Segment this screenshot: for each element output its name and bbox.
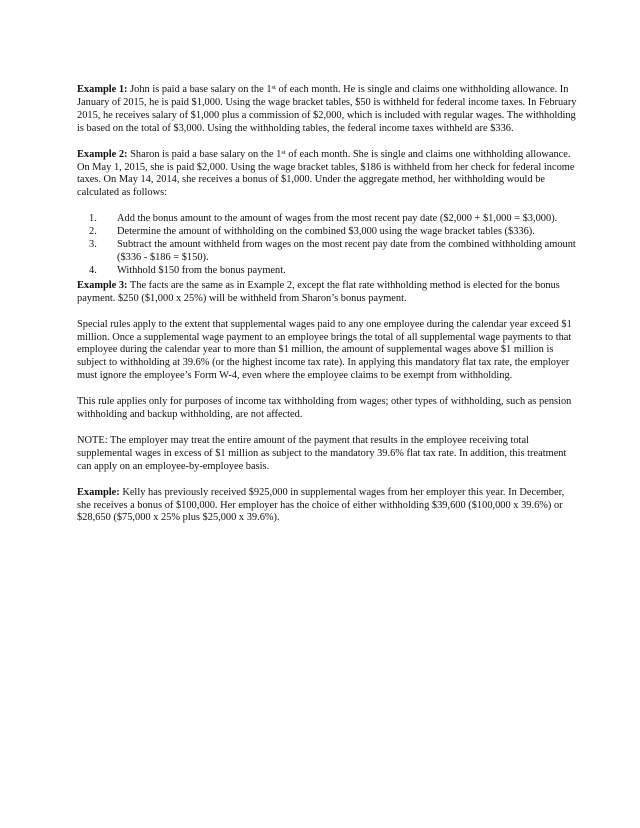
example-2-text-b: of each month. She is single and claims one withholding allowance. On May 1, 2015, she is paid $2,000. Using the wage bracket tables, $186 is withheld from her check for federal income taxes. On May 14, 2014, she receives a bonus of $1,000. Under the aggregate method, her withholding would be calculated as follows:: [77, 148, 575, 199]
example-1-text-a: John is paid a base salary on the 1: [127, 84, 272, 95]
example-kelly-label: Example:: [77, 486, 120, 498]
special-rules-paragraph: Special rules apply to the extent that supplemental wages paid to any one employee during the calendar year exceed $1 million. Once a supplemental wage payment to an employee brings the total of all supplemental wage payments to that employee during the calendar year to more than $1 million, the amount of supplemental wages above $1 million is subject to withholding at 39.6% (or the highest income tax rate). In applying this mandatory flat tax rate, the employer must ignore the employee’s Form W-4, even where the employee claims to be exempt from withholding.: [77, 318, 572, 382]
aggregate-steps-list: [77, 213, 577, 278]
example-kelly-text: Kelly has previously received $925,000 in supplemental wages from her employer this year. In December, she receives a bonus of $100,000. Her employer has the choice of either withholding $39,600 ($100,000 x 39.6%) or $28,650 ($75,000 x 25% plus $25,000 x 39.6%).: [77, 486, 565, 524]
list-number: 3.: [89, 239, 97, 251]
list-item: [85, 239, 577, 265]
list-item: [85, 213, 577, 226]
note-paragraph: NOTE: The employer may treat the entire amount of the payment that results in the employee receiving total supplemental wages in excess of $1 million as subject to the mandatory 39.6% flat tax rate. In addition, this treatment can apply on an employee-by-employee basis.: [77, 434, 567, 472]
example-2-sup: st: [281, 148, 286, 156]
example-2-paragraph: [77, 149, 577, 201]
list-text: Withhold $150 from the bonus payment.: [117, 264, 286, 276]
example-1-label: Example 1:: [77, 84, 128, 95]
example-1-sup: st: [271, 84, 276, 91]
list-text: Subtract the amount withheld from wages on the most recent pay date from the combined withholding amount ($336 - $186 = $150).: [117, 239, 576, 263]
example-2-text-a: Sharon is paid a base salary on the 1: [127, 148, 282, 160]
example-3-paragraph: [77, 280, 577, 306]
example-2-label: Example 2:: [77, 148, 128, 160]
list-item: [85, 265, 577, 278]
list-number: 2.: [89, 226, 97, 238]
example-kelly-paragraph: [77, 487, 577, 526]
list-number: 1.: [89, 213, 97, 225]
document-page: [77, 84, 577, 538]
example-1-text-b: of each month. He is single and claims one withholding allowance. In January of 2015, he is paid $1,000. Using the wage bracket tables, $50 is withheld for federal income taxes. In February 2015, he receives salary of $1,000 plus a commission of $2,000, which is included with regular wages. The withholding is based on the total of $3,000. Using the withholding tables, the federal income taxes withheld are $336.: [77, 84, 577, 134]
list-text: Determine the amount of withholding on the combined $3,000 using the wage bracket tables ($336).: [117, 226, 535, 238]
example-3-text: The facts are the same as in Example 2, except the flat rate withholding method is elected for the bonus payment. $250 ($1,000 x 25%) will be withheld from Sharon’s bonus payment.: [77, 279, 560, 304]
list-text: Add the bonus amount to the amount of wages from the most recent pay date ($2,000 + $1,000 = $3,000).: [117, 213, 558, 225]
list-number: 4.: [89, 264, 97, 276]
example-1-paragraph: [77, 84, 577, 136]
rule-applies-paragraph: This rule applies only for purposes of income tax withholding from wages; other types of withholding, such as pension withholding and backup withholding, are not affected.: [77, 396, 572, 421]
example-3-label: Example 3:: [77, 279, 128, 291]
list-item: [85, 226, 577, 239]
